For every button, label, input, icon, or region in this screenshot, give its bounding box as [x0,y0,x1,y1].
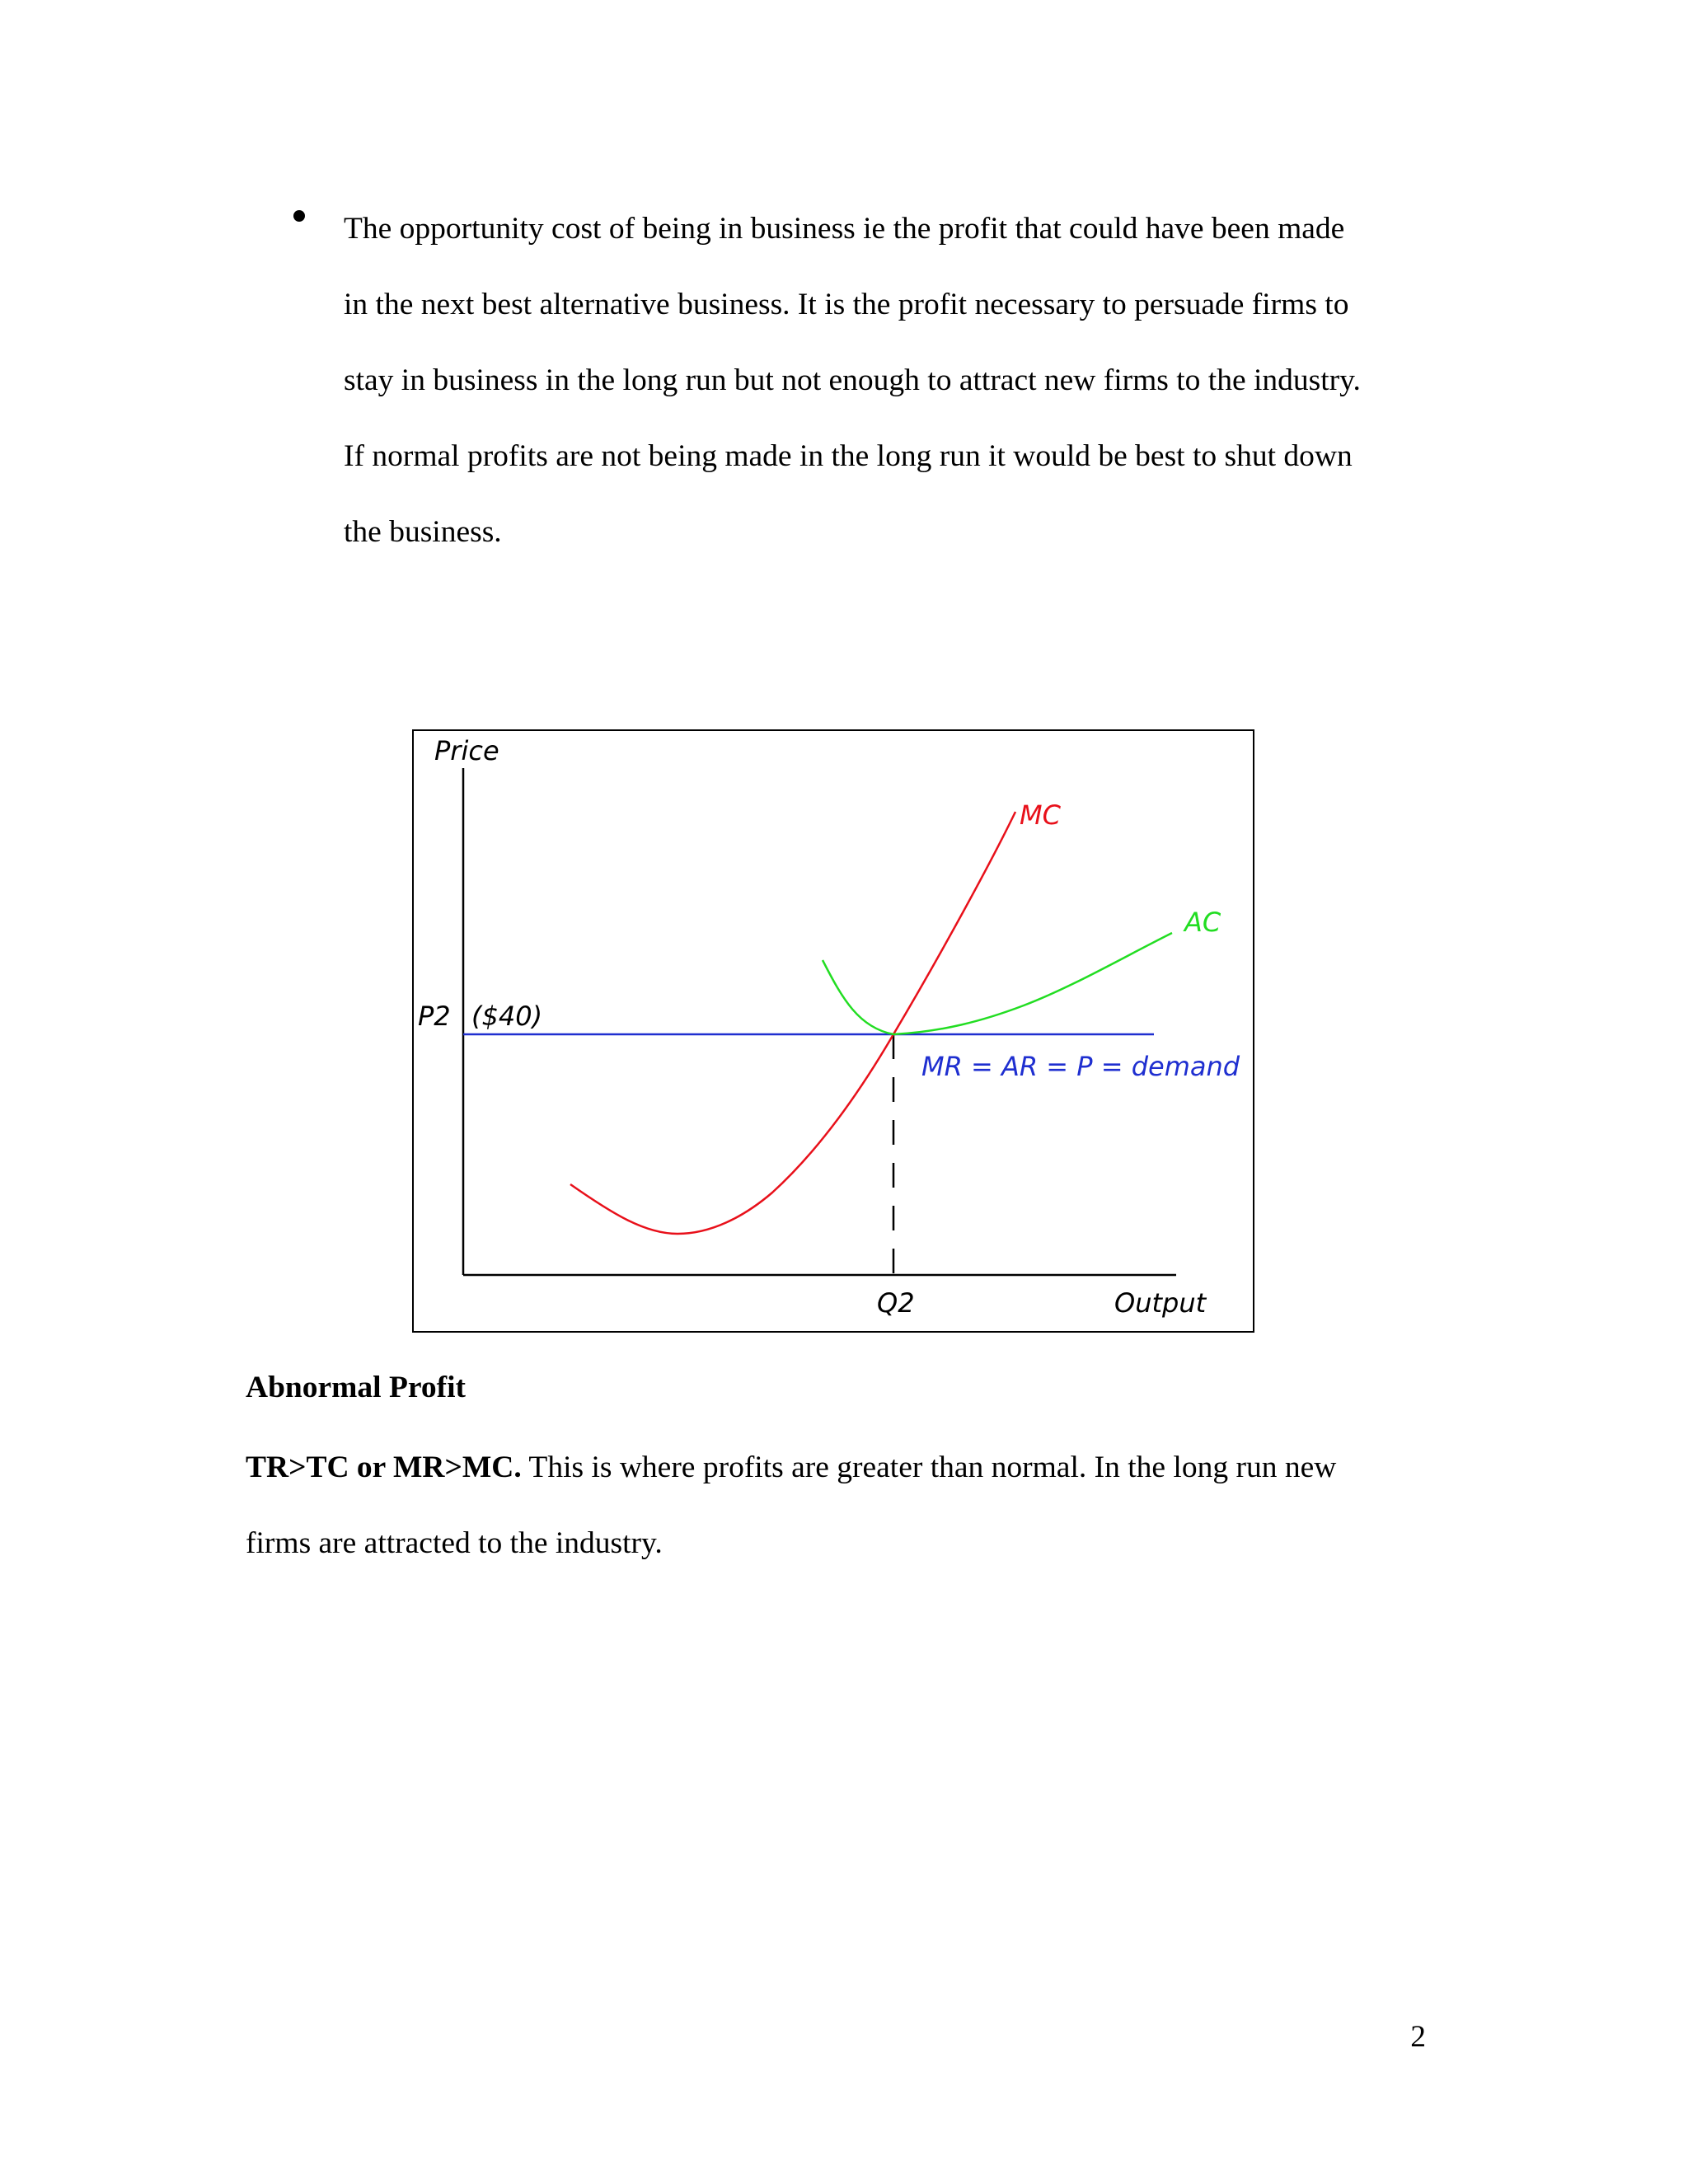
section-paragraph [246,1430,1449,1582]
bullet-line-1: The opportunity cost of being in business ie the profit that could have been made [344,212,1345,246]
section-heading: Abnormal Profit [246,1371,466,1404]
bullet-paragraph [344,191,1448,570]
price-tick-label: P2 [418,1001,451,1032]
bullet-line-5: the business. [344,515,502,549]
section-paragraph-line-1 [246,1430,1449,1506]
ac-curve-label: AC [1184,907,1221,938]
price-value-label: ($40) [471,1001,543,1032]
page-number: 2 [1410,2020,1426,2054]
mc-curve [570,812,1015,1234]
diagram-svg [414,731,1253,1331]
cost-revenue-diagram [412,729,1254,1333]
bold-lead: TR>TC or MR>MC. [246,1451,522,1484]
x-axis-label: Output [1114,1287,1207,1319]
bullet-dot [293,210,305,222]
ac-curve [823,933,1172,1034]
y-axis-label: Price [434,735,499,766]
bullet-line-2: in the next best alternative business. It is the profit necessary to persuade firms to [344,288,1349,321]
quantity-tick-label: Q2 [877,1287,915,1319]
bullet-line-4: If normal profits are not being made in the long run it would be best to shut down [344,439,1353,473]
section-paragraph-line-1-rest: This is where profits are greater than normal. In the long run new [521,1451,1337,1484]
section-paragraph-line-2: firms are attracted to the industry. [246,1526,663,1560]
mc-curve-label: MC [1020,799,1061,831]
demand-line-label: MR = AR = P = demand [921,1051,1240,1082]
bullet-line-3: stay in business in the long run but not enough to attract new firms to the industry. [344,363,1361,397]
